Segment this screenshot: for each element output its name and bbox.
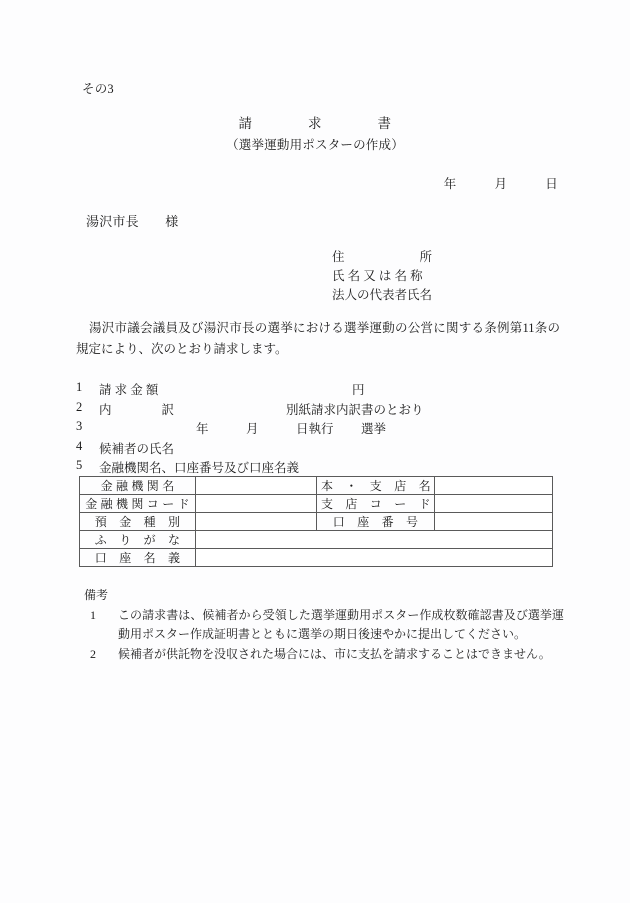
table-row [80, 477, 553, 495]
branch-name-label: 本 ・ 支 店 名 [317, 477, 435, 495]
item-number: 1 [76, 380, 83, 394]
page-title: 請 求 書 [238, 116, 392, 131]
applicant-block [332, 248, 432, 305]
table-row [80, 513, 553, 531]
item-value: 円 [352, 383, 365, 397]
bank-name-label: 金 融 機 関 名 [80, 477, 196, 495]
bank-account-table [79, 476, 553, 567]
bank-code-field[interactable] [196, 495, 317, 513]
account-number-field[interactable] [435, 513, 553, 531]
list-item [76, 439, 566, 459]
item-label: 請 求 金 額 [99, 383, 159, 397]
item-value: 別紙請求内訳書のとおり [286, 402, 424, 417]
list-item [76, 380, 566, 400]
applicant-name-label: 氏 名 又 は 名 称 [332, 269, 423, 283]
note-item [84, 645, 564, 665]
bank-code-label: 金 融 機 関 コ ー ド [80, 495, 196, 513]
note-number: 1 [90, 607, 96, 622]
branch-code-field[interactable] [435, 495, 553, 513]
branch-name-field[interactable] [435, 477, 553, 495]
note-text: 候補者が供託物を没収された場合には、市に支払を請求することはできません。 [118, 646, 551, 661]
deposit-type-label: 預 金 種 別 [80, 513, 196, 531]
item-number: 2 [76, 399, 83, 414]
item-value: 年 月 日執行 [196, 422, 334, 436]
bank-name-field[interactable] [196, 477, 317, 495]
notes-section [84, 586, 564, 664]
table-row [80, 531, 553, 549]
applicant-address-label: 住 所 [332, 250, 433, 264]
page-subtitle: （選挙運動用ポスターの作成） [226, 138, 404, 152]
account-holder-label: 口 座 名 義 [80, 549, 196, 567]
note-number: 2 [90, 646, 96, 661]
list-item [76, 458, 566, 478]
furigana-field[interactable] [196, 531, 553, 549]
item-label: 候補者の氏名 [99, 441, 175, 456]
items-list [76, 380, 566, 478]
item-value-secondary: 選挙 [361, 422, 387, 436]
table-row [80, 495, 553, 513]
deposit-type-field[interactable] [196, 513, 317, 531]
furigana-label: ふ り が な [80, 531, 196, 549]
item-number: 5 [76, 458, 83, 472]
account-holder-field[interactable] [196, 549, 553, 567]
date-line: 年 月 日 [443, 177, 558, 191]
list-item [76, 400, 566, 420]
item-label: 金融機関名、口座番号及び口座名義 [99, 461, 300, 475]
form-number: その3 [82, 82, 114, 96]
branch-code-label: 支 店 コ ー ド [317, 495, 435, 513]
note-text: この請求書は、候補者から受領した選挙運動用ポスター作成枚数確認書及び選挙運動用ポスター作成証明書とともに選挙の期日後速やかに提出してください。 [118, 607, 564, 641]
table-row [80, 549, 553, 567]
addressee: 湯沢市長 様 [86, 214, 179, 229]
item-label: 内 訳 [99, 402, 175, 417]
account-number-label: 口 座 番 号 [317, 513, 435, 531]
notes-title: 備考 [84, 588, 109, 602]
list-item [76, 419, 566, 439]
body-paragraph: 湯沢市議会議員及び湯沢市長の選挙における選挙運動の公営に関する条例第11条の規定により、次のとおり請求します。 [76, 321, 560, 356]
applicant-representative-label: 法人の代表者氏名 [332, 288, 433, 302]
item-number: 3 [76, 419, 83, 433]
item-number: 4 [76, 438, 83, 453]
note-item [84, 606, 564, 645]
